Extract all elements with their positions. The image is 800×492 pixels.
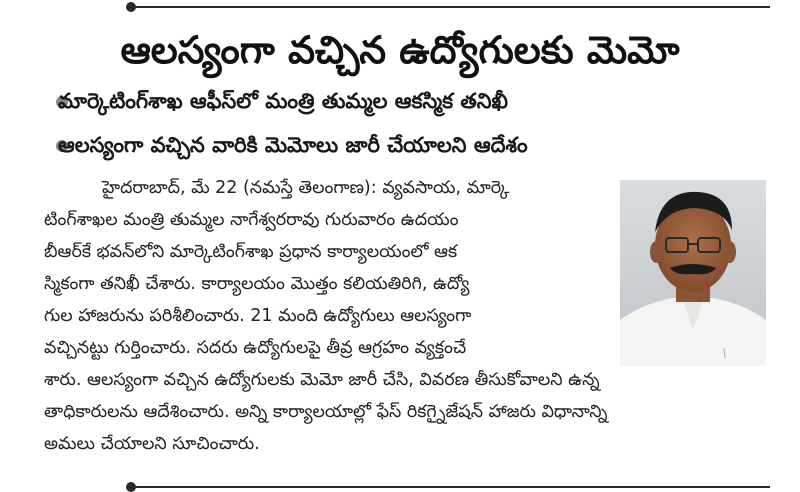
subhead-2: ఆలస్యంగా వచ్చిన వారికి మెమోలు జారీ చేయాలని ఆదేశం xyxy=(58,133,528,157)
body-line-6: వచ్చినట్టు గుర్తించారు. సదరు ఉద్యోగులపై తీవ్ర ఆగ్రహం వ్యక్తంచే xyxy=(44,338,467,358)
bottom-rule xyxy=(130,486,770,488)
body-line-5: గుల హాజరును పరిశీలించారు. 21 మంది ఉద్యోగులు ఆలస్యంగా xyxy=(44,306,472,326)
body-line-3: బీఆర్‌కే భవన్‌లోని మార్కెటింగ్‌శాఖ ప్రధాన కార్యాలయంలో ఆక xyxy=(44,242,458,262)
body-line-4: స్మికంగా తనిఖీ చేశారు. కార్యాలయం మొత్తం కలియతిరిగి, ఉద్యో xyxy=(44,274,470,294)
subhead-1: మార్కెటింగ్‌శాఖ ఆఫీస్‌లో మంత్రి తుమ్మల ఆకస్మిక తనిఖీ xyxy=(58,89,508,113)
top-rule xyxy=(130,6,770,8)
body-line-7: శారు. ఆలస్యంగా వచ్చిన ఉద్యోగులకు మెమో జారీ చేసి, వివరణ తీసుకోవాలని ఉన్న xyxy=(44,370,600,390)
minister-portrait xyxy=(620,180,766,366)
body-line-2: టింగ్‌శాఖల మంత్రి తుమ్మల నాగేశ్వరరావు గురువారం ఉదయం xyxy=(44,210,459,230)
body-line-9: అమలు చేయాలని సూచించారు. xyxy=(44,434,260,454)
top-rule-dot-icon xyxy=(126,2,136,12)
body-line-1: హైదరాబాద్, మే 22 (నమస్తే తెలంగాణ): వ్యవసాయ, మార్కె xyxy=(102,178,510,198)
body-line-8: తాధికారులను ఆదేశించారు. అన్ని కార్యాలయాల్లో ఫేస్ రికగ్నైజేషన్ హాజరు విధానాన్ని xyxy=(44,402,608,422)
headline: ఆలస్యంగా వచ్చిన ఉద్యోగులకు మెమో xyxy=(120,28,680,72)
bottom-rule-dot-icon xyxy=(126,482,136,492)
